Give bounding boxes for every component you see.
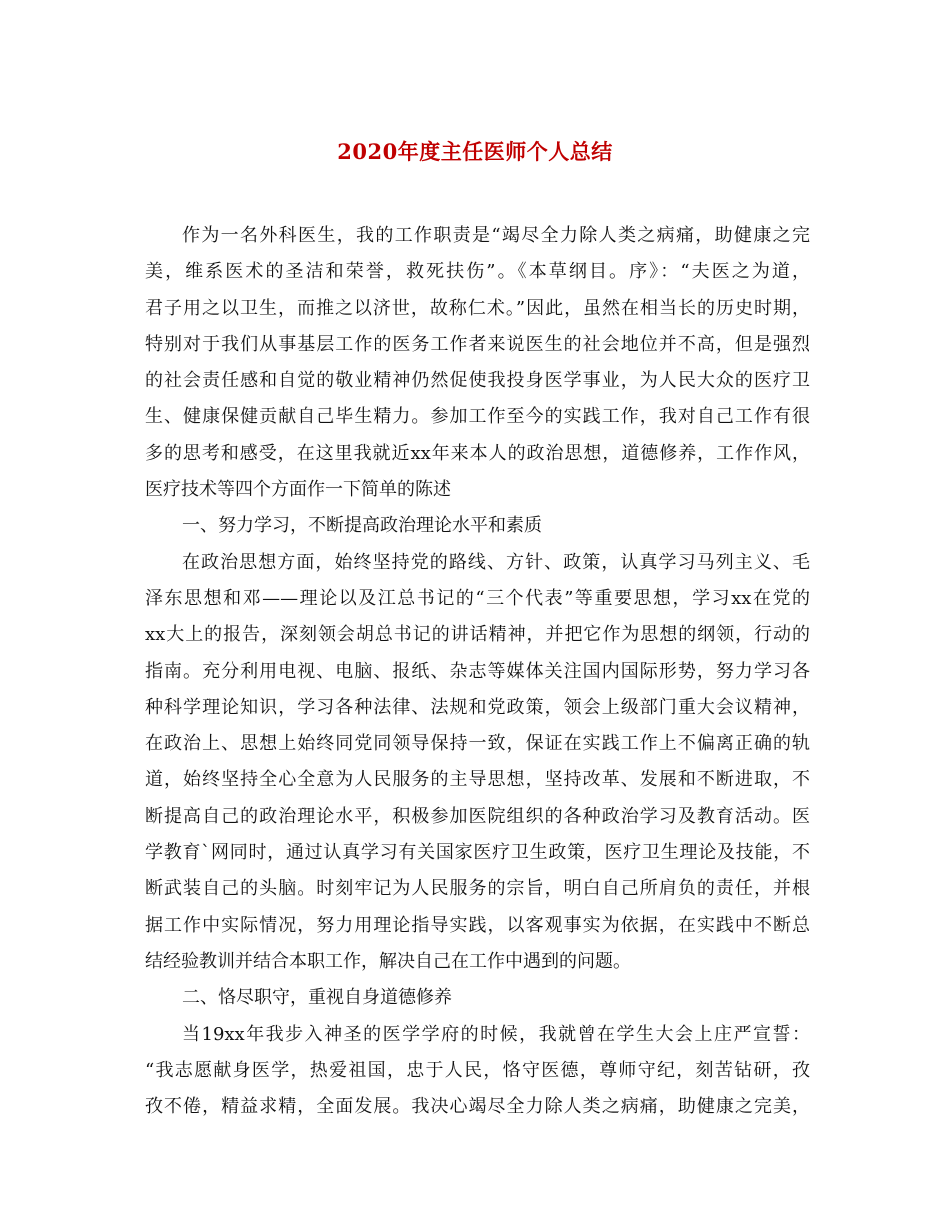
text-line: 据工作中实际情况，努力用理论指导实践，以客观事实为依据，在实践中不断总 (145, 914, 810, 936)
text-line: 孜不倦，精益求精，全面发展。我决心竭尽全力除人类之病痛，助健康之完美， (145, 1096, 810, 1118)
text-line: 作为一名外科医生，我的工作职责是“竭尽全力除人类之病痛，助健康之完 (182, 225, 810, 246)
text-line: 二、恪尽职守，重视自身道德修养 (182, 987, 452, 1009)
text-line: 当19xx年我步入神圣的医学学府的时候，我就曾在学生大会上庄严宣誓： (182, 1023, 810, 1045)
text-line: 断武装自己的头脑。时刻牢记为人民服务的宗旨，明白自己所肩负的责任，并根 (145, 878, 810, 900)
text-line: 特别对于我们从事基层工作的医务工作者来说医生的社会地位并不高，但是强烈 (145, 333, 810, 355)
text-line: xx大上的报告，深刻领会胡总书记的讲话精神，并把它作为思想的纲领，行动的 (145, 624, 810, 646)
text-line: 的社会责任感和自觉的敬业精神仍然促使我投身医学事业，为人民大众的医疗卫 (145, 370, 810, 392)
text-line: 学教育`网同时，通过认真学习有关国家医疗卫生政策，医疗卫生理论及技能，不 (145, 842, 810, 864)
text-line: 道，始终坚持全心全意为人民服务的主导思想，坚持改革、发展和不断进取，不 (145, 769, 810, 791)
text-line: 泽东思想和邓——理论以及江总书记的“三个代表”等重要思想，学习xx在党的 (145, 587, 810, 609)
text-line: 医疗技术等四个方面作一下简单的陈述 (145, 479, 451, 501)
text-line: 断提高自己的政治理论水平，积极参加医院组织的各种政治学习及教育活动。医 (145, 805, 810, 827)
text-line: 在政治思想方面，始终坚持党的路线、方针、政策，认真学习马列主义、毛 (182, 551, 810, 573)
text-line: “我志愿献身医学，热爱祖国，忠于人民，恪守医德，尊师守纪，刻苦钻研，孜 (145, 1059, 810, 1081)
text-line: 美，维系医术的圣洁和荣誉，救死扶伤”。《本草纲目。序》：“夫医之为道， (145, 261, 810, 283)
text-line: 指南。充分利用电视、电脑、报纸、杂志等媒体关注国内国际形势，努力学习各 (145, 660, 810, 682)
text-line: 一、努力学习，不断提高政治理论水平和素质 (182, 515, 542, 537)
document-title: 2020年度主任医师个人总结 (337, 139, 613, 164)
text-line: 君子用之以卫生，而推之以济世，故称仁术。”因此，虽然在相当长的历史时期， (145, 297, 810, 319)
text-line: 多的思考和感受，在这里我就近xx年来本人的政治思想，道德修养，工作作风， (145, 442, 810, 464)
text-line: 在政治上、思想上始终同党同领导保持一致，保证在实践工作上不偏离正确的轨 (145, 733, 810, 755)
text-line: 种科学理论知识，学习各种法律、法规和党政策，领会上级部门重大会议精神， (145, 696, 810, 718)
text-line: 结经验教训并结合本职工作，解决自己在工作中遇到的问题。 (145, 950, 631, 972)
document-body (145, 218, 810, 1125)
text-line: 生、健康保健贡献自己毕生精力。参加工作至今的实践工作，我对自己工作有很 (145, 406, 810, 428)
